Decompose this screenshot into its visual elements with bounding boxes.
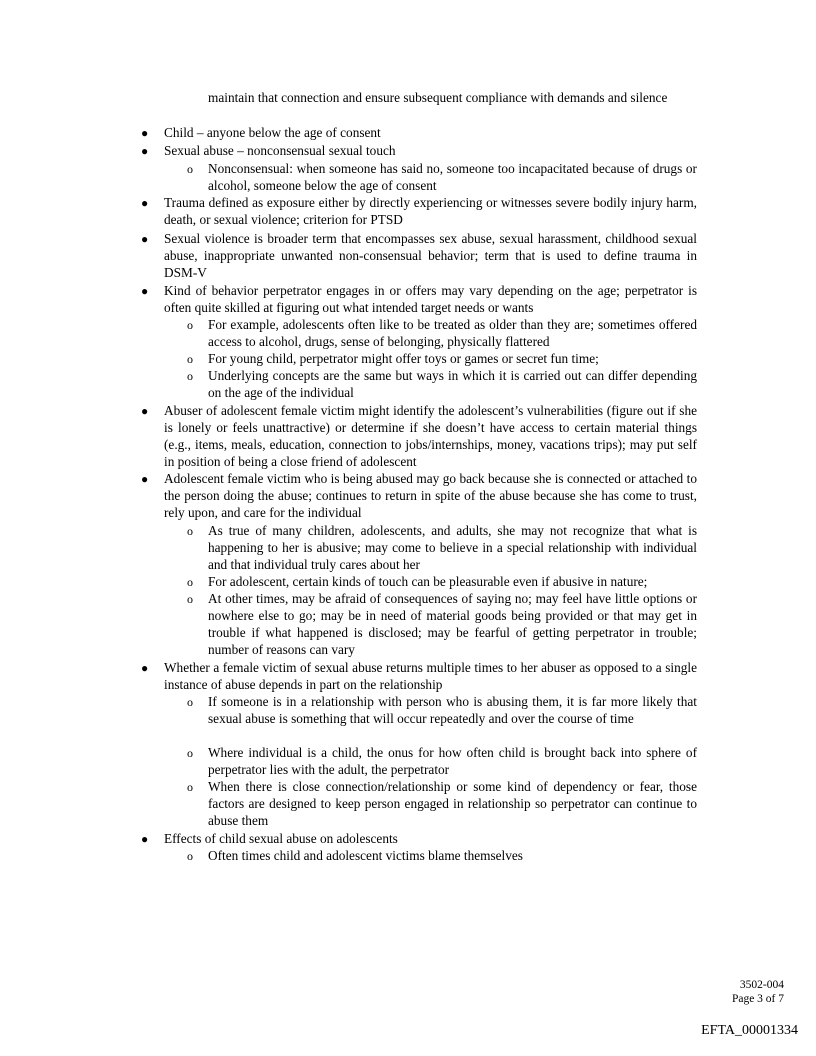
sub-bullet-icon: o <box>187 575 193 589</box>
document-number: 3502-004 <box>739 979 784 991</box>
list-item: Nonconsensual: when someone has said no, someone too incapacitated because of drugs or alcohol, someone below the age of consent <box>208 161 697 193</box>
list-item: Sexual abuse – nonconsensual sexual touch <box>164 143 396 158</box>
list-item: For young child, perpetrator might offer toys or games or secret fun time; <box>208 351 599 366</box>
bullet-icon: ● <box>141 126 149 140</box>
list-item: Effects of child sexual abuse on adolescents <box>164 831 398 846</box>
list-item: Abuser of adolescent female victim might identify the adolescent’s vulnerabilities (figure out if she is lonely or feels unattractive) or determine if she doesn’t have access to certain material things (e.g., items, meals, education, connection to jobs/internships, money, vacations trips); may put self in position of being a close friend of adolescent <box>164 403 697 469</box>
list-item: For example, adolescents often like to be treated as older than they are; sometimes offered access to alcohol, drugs, sense of belonging, physically flattered <box>208 317 697 349</box>
list-item: Sexual violence is broader term that encompasses sex abuse, sexual harassment, childhood sexual abuse, inappropriate unwanted non-consensual behavior; term that is used to define trauma in DSM-V <box>164 231 697 280</box>
list-item: For adolescent, certain kinds of touch can be pleasurable even if abusive in nature; <box>208 574 648 589</box>
sub-bullet-icon: o <box>187 592 193 606</box>
page-footer <box>732 978 784 1006</box>
bullet-icon: ● <box>141 404 149 418</box>
list-item: Trauma defined as exposure either by directly experiencing or witnesses severe bodily injury harm, death, or sexual violence; criterion for PTSD <box>164 195 697 227</box>
bullet-icon: ● <box>141 144 149 158</box>
bullet-icon: ● <box>141 472 149 486</box>
sub-bullet-icon: o <box>187 780 193 794</box>
list-item: Adolescent female victim who is being abused may go back because she is connected or attached to the person doing the abuse; continues to return in spite of the abuse because she has come to trust, rely upon, and care for the individual <box>164 471 697 520</box>
list-item: At other times, may be afraid of consequences of saying no; may feel have little options or nowhere else to go; may be in need of material goods being provided or that may get in trouble if what happened is disclosed; may be fearful of getting perpetrator in trouble; number of reasons can vary <box>208 591 697 657</box>
page-number: Page 3 of 7 <box>731 993 784 1005</box>
list-item: When there is close connection/relationship or some kind of dependency or fear, those factors are designed to keep person engaged in relationship so perpetrator can continue to abuse them <box>208 779 697 828</box>
bullet-icon: ● <box>141 232 149 246</box>
list-item: Whether a female victim of sexual abuse returns multiple times to her abuser as opposed to a single instance of abuse depends in part on the relationship <box>164 660 697 692</box>
bullet-icon: ● <box>141 832 149 846</box>
bullet-icon: ● <box>141 284 149 298</box>
list-item: If someone is in a relationship with person who is abusing them, it is far more likely that sexual abuse is something that will occur repeatedly and over the course of time <box>208 694 697 726</box>
list-item: As true of many children, adolescents, and adults, she may not recognize that what is happening to her is abusive; may come to believe in a special relationship with individual and that individual truly cares about her <box>208 523 697 572</box>
bates-number: EFTA_00001334 <box>701 1023 798 1038</box>
bullet-icon: ● <box>141 196 149 210</box>
sub-bullet-icon: o <box>187 849 193 863</box>
sub-bullet-icon: o <box>187 352 193 366</box>
sub-bullet-icon: o <box>187 369 193 383</box>
bullet-icon: ● <box>141 661 149 675</box>
list-item: Where individual is a child, the onus for how often child is brought back into sphere of perpetrator lies with the adult, the perpetrator <box>208 745 697 777</box>
list-item: maintain that connection and ensure subsequent compliance with demands and silence <box>208 90 668 105</box>
list-item: Often times child and adolescent victims blame themselves <box>208 848 523 863</box>
sub-bullet-icon: o <box>187 524 193 538</box>
sub-bullet-icon: o <box>187 162 193 176</box>
sub-bullet-icon: o <box>187 695 193 709</box>
list-item: Child – anyone below the age of consent <box>164 125 381 140</box>
list-item: Underlying concepts are the same but ways in which it is carried out can differ depending on the age of the individual <box>208 368 697 400</box>
sub-bullet-icon: o <box>187 318 193 332</box>
list-item: Kind of behavior perpetrator engages in or offers may vary depending on the age; perpetrator is often quite skilled at figuring out what intended target needs or wants <box>164 283 697 315</box>
sub-bullet-icon: o <box>187 746 193 760</box>
